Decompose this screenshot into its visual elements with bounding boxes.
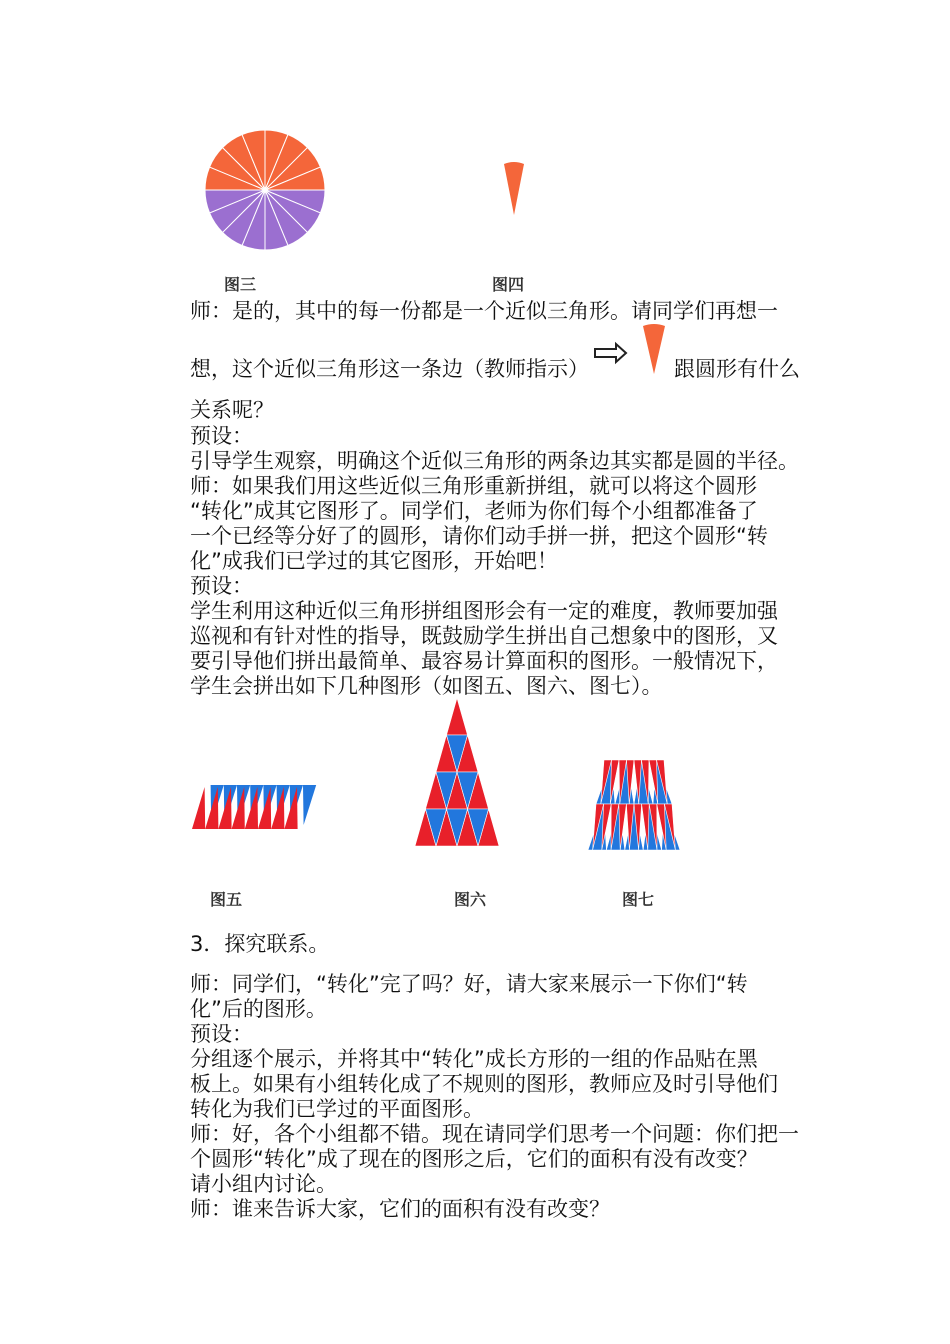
single-sector-figure <box>502 160 532 220</box>
text-line-1: 师：是的，其中的每一份都是一个近似三角形。请同学们再想一 <box>190 299 778 323</box>
caption-fig5: 图五 <box>210 890 243 909</box>
caption-fig6: 图六 <box>454 890 487 909</box>
text-line-17: 预设： <box>190 1022 253 1046</box>
text-line-10: 预设： <box>190 574 253 598</box>
text-line-2: 想，这个近似三角形这一条边（教师指示） <box>190 357 589 381</box>
text-line-23: 请小组内讨论。 <box>190 1172 337 1196</box>
text-line-15: 师：同学们，“转化”完了吗？好，请大家来展示一下你们“转 <box>190 972 748 996</box>
text-line-8: 一个已经等分好了的圆形，请你们动手拼一拼，把这个圆形“转 <box>190 524 768 548</box>
trapezoid-figure <box>588 760 680 852</box>
caption-fig7: 图七 <box>622 890 655 909</box>
text-line-3: 关系呢？ <box>190 398 274 422</box>
red-triangle <box>447 698 468 735</box>
text-line-6: 师：如果我们用这些近似三角形重新拼组，就可以将这个圆形 <box>190 474 757 498</box>
double-arrow-icon <box>594 343 628 363</box>
inline-sector-icon <box>641 322 671 378</box>
text-line-14: 学生会拼出如下几种图形（如图五、图六、图七）。 <box>190 674 663 698</box>
text-line-13: 要引导他们拼出最简单、最容易计算面积的图形。一般情况下， <box>190 649 778 673</box>
text-line-5: 引导学生观察，明确这个近似三角形的两条边其实都是圆的半径。 <box>190 449 799 473</box>
text-line-4: 预设： <box>190 424 253 448</box>
triangle-figure <box>415 698 499 846</box>
text-line-20: 转化为我们已学过的平面图形。 <box>190 1097 484 1121</box>
text-line-2b: 跟圆形有什么 <box>674 357 800 381</box>
sector-arc <box>504 162 524 164</box>
text-line-11: 学生利用这种近似三角形拼组图形会有一定的难度，教师要加强 <box>190 599 778 623</box>
blue-triangle <box>303 785 316 825</box>
text-line-24: 师：谁来告诉大家，它们的面积有没有改变？ <box>190 1197 610 1221</box>
sector-triangle <box>504 164 524 215</box>
red-triangle <box>192 787 205 829</box>
caption-fig3: 图三 <box>224 275 257 294</box>
text-line-22: 个圆形“转化”成了现在的图形之后，它们的面积有没有改变？ <box>190 1147 758 1171</box>
text-line-21: 师：好，各个小组都不错。现在请同学们思考一个问题：你们把一 <box>190 1122 799 1146</box>
parallelogram-figure <box>190 783 305 833</box>
text-line-19: 板上。如果有小组转化成了不规则的图形，教师应及时引导他们 <box>190 1072 778 1096</box>
text-line-18: 分组逐个展示，并将其中“转化”成长方形的一组的作品贴在黑 <box>190 1047 758 1071</box>
caption-fig4: 图四 <box>492 275 525 294</box>
circle-sectors-figure <box>200 130 330 260</box>
text-line-12: 巡视和有针对性的指导，既鼓励学生拼出自己想象中的图形，又 <box>190 624 778 648</box>
section-heading: 3．探究联系。 <box>190 932 330 956</box>
text-line-7: “转化”成其它图形了。同学们，老师为你们每个小组都准备了 <box>190 499 758 523</box>
text-line-9: 化”成我们已学过的其它图形，开始吧！ <box>190 549 558 573</box>
text-line-16: 化”后的图形。 <box>190 997 327 1021</box>
